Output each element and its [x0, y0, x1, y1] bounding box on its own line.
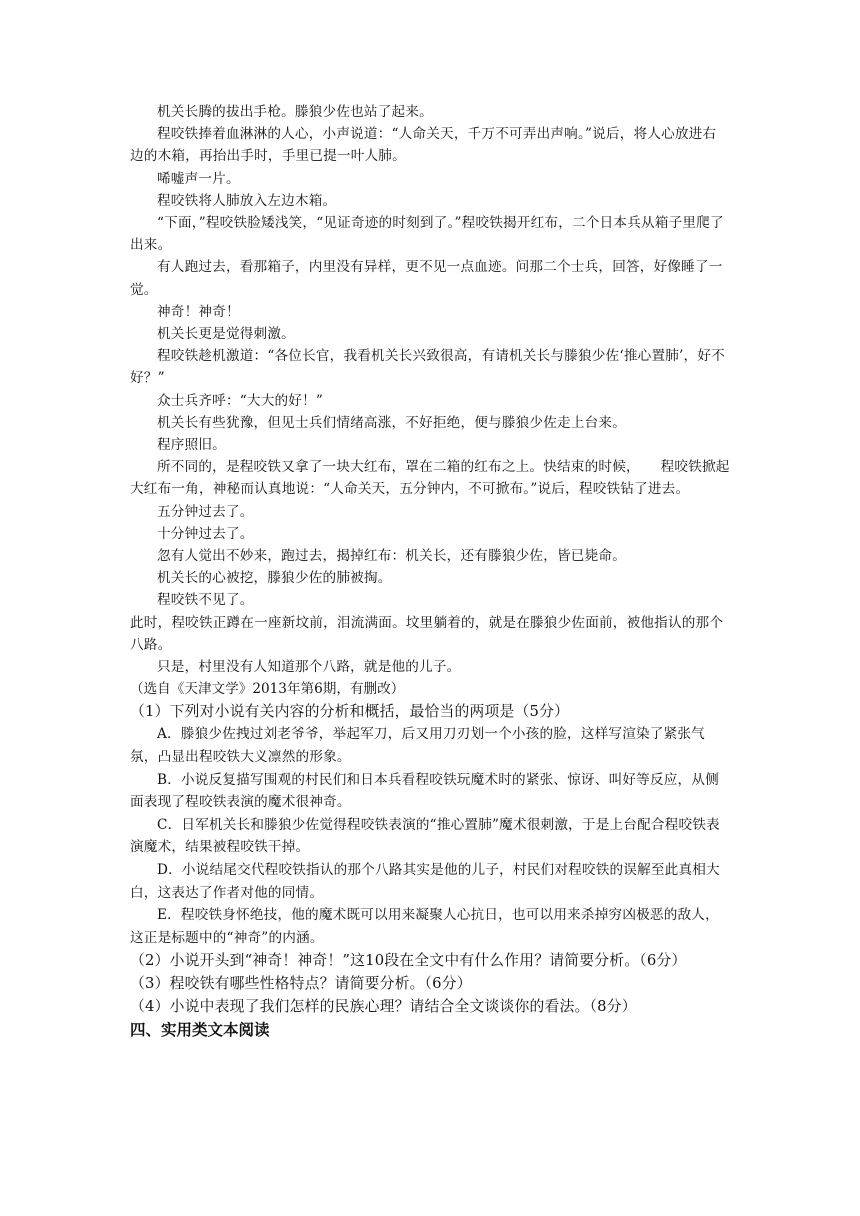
question-1-option-d: D．小说结尾交代程咬铁指认的那个八路其实是他的儿子，村民们对程咬铁的误解至此真相大白，这表达了作者对他的同情。 — [130, 862, 720, 901]
story-paragraph: 机关长腾的拔出手枪。滕狼少佐也站了起来。 — [157, 104, 433, 120]
question-1-option-a: A．滕狼少佐拽过刘老爷爷，举起军刀，后又用刀刃划一个小孩的脸，这样写渲染了紧张气氛，凸显出程咬铁大义凛然的形象。 — [130, 726, 705, 766]
story-paragraph: 十分钟过去了。 — [157, 525, 254, 542]
story-paragraph: 所不同的，是程咬铁又拿了一块大红布，罩在二箱的红布之上。快结束的时候， 程咬铁掀起大红布一角，神秘而认真地说：“人命关天，五分钟内，不可掀布。”说后，程咬铁钻了进去。 — [130, 459, 730, 498]
story-paragraph: 程咬铁趁机激道：“各位长官，我看机关长兴致很高，有请机关长与滕狼少佐‘推心置肺’，好不好？” — [130, 348, 725, 387]
story-final-paragraph: 只是，村里没有人知道那个八路，就是他的儿子。 — [157, 659, 461, 676]
document-body — [130, 101, 730, 1042]
story-paragraph: 程咬铁不见了。 — [157, 592, 254, 609]
question-1-option-b: B．小说反复描写围观的村民们和日本兵看程咬铁玩魔术时的紧张、惊讶、叫好等反应，从侧面表现了程咬铁表演的魔术很神奇。 — [130, 771, 719, 811]
question-1-option-c: C．日军机关长和滕狼少佐觉得程咬铁表演的“推心置肺”魔术很刺激，于是上台配合程咬铁表演魔术，结果被程咬铁干掉。 — [130, 816, 720, 856]
story-paragraph: 五分钟过去了。 — [157, 503, 254, 520]
story-paragraph: 唏嘘声一片。 — [157, 170, 240, 187]
story-paragraph: 有人跑过去，看那箱子，内里没有异样，更不见一点血迹。问那二个士兵，回答，好像睡了一觉。 — [130, 259, 723, 298]
question-1: （1）下列对小说有关内容的分析和概括，最恰当的两项是（5分） — [130, 703, 570, 721]
section-heading: 四、实用类文本阅读 — [130, 1021, 270, 1040]
story-paragraph: 程序照旧。 — [157, 437, 226, 454]
story-paragraph: 众士兵齐呼：“大大的好！” — [157, 392, 324, 409]
story-source-note: （选自《天津文学》2013年第6期，有删改） — [130, 681, 405, 698]
story-paragraph: 程咬铁将人肺放入左边木箱。 — [157, 192, 337, 209]
story-paragraph: 忽有人觉出不妙来，跑过去，揭掉红布：机关长，还有滕狼少佐，皆已毙命。 — [157, 548, 626, 565]
story-paragraph-noindent: 此时，程咬铁正蹲在一座新坟前，泪流满面。坟里躺着的，就是在滕狼少佐面前，被他指认的那个八路。 — [130, 614, 724, 653]
story-paragraph: 程咬铁捧着血淋淋的人心，小声说道：“人命关天，千万不可弄出声响。”说后，将人心放进右边的木箱，再抬出手时，手里已提一叶人肺。 — [130, 126, 717, 165]
story-paragraph: 神奇！神奇！ — [157, 303, 240, 320]
question-2: （2）小说开头到“神奇！神奇！”这10段在全文中有什么作用？请简要分析。（6分） — [130, 952, 687, 970]
story-paragraph: 机关长更是觉得刺激。 — [157, 326, 295, 343]
question-1-option-e: E．程咬铁身怀绝技，他的魔术既可以用来凝聚人心抗日，也可以用来杀掉穷凶极恶的敌人，这正是标题中的“神奇”的内涵。 — [130, 907, 719, 946]
story-paragraph: 机关长的心被挖，滕狼少佐的肺被掏。 — [157, 570, 392, 587]
story-paragraph: “下面，”程咬铁脸矮浅笑，“见证奇迹的时刻到了。”程咬铁揭开红布，二个日本兵从箱子里爬了出来。 — [130, 215, 724, 254]
question-4: （4）小说中表现了我们怎样的民族心理？请结合全文谈谈你的看法。（8分） — [130, 998, 637, 1016]
question-3: （3）程咬铁有哪些性格特点？请简要分析。（6分） — [130, 975, 472, 993]
story-paragraph: 机关长有些犹豫，但见士兵们情绪高涨，不好拒绝，便与滕狼少佐走上台来。 — [157, 414, 626, 431]
